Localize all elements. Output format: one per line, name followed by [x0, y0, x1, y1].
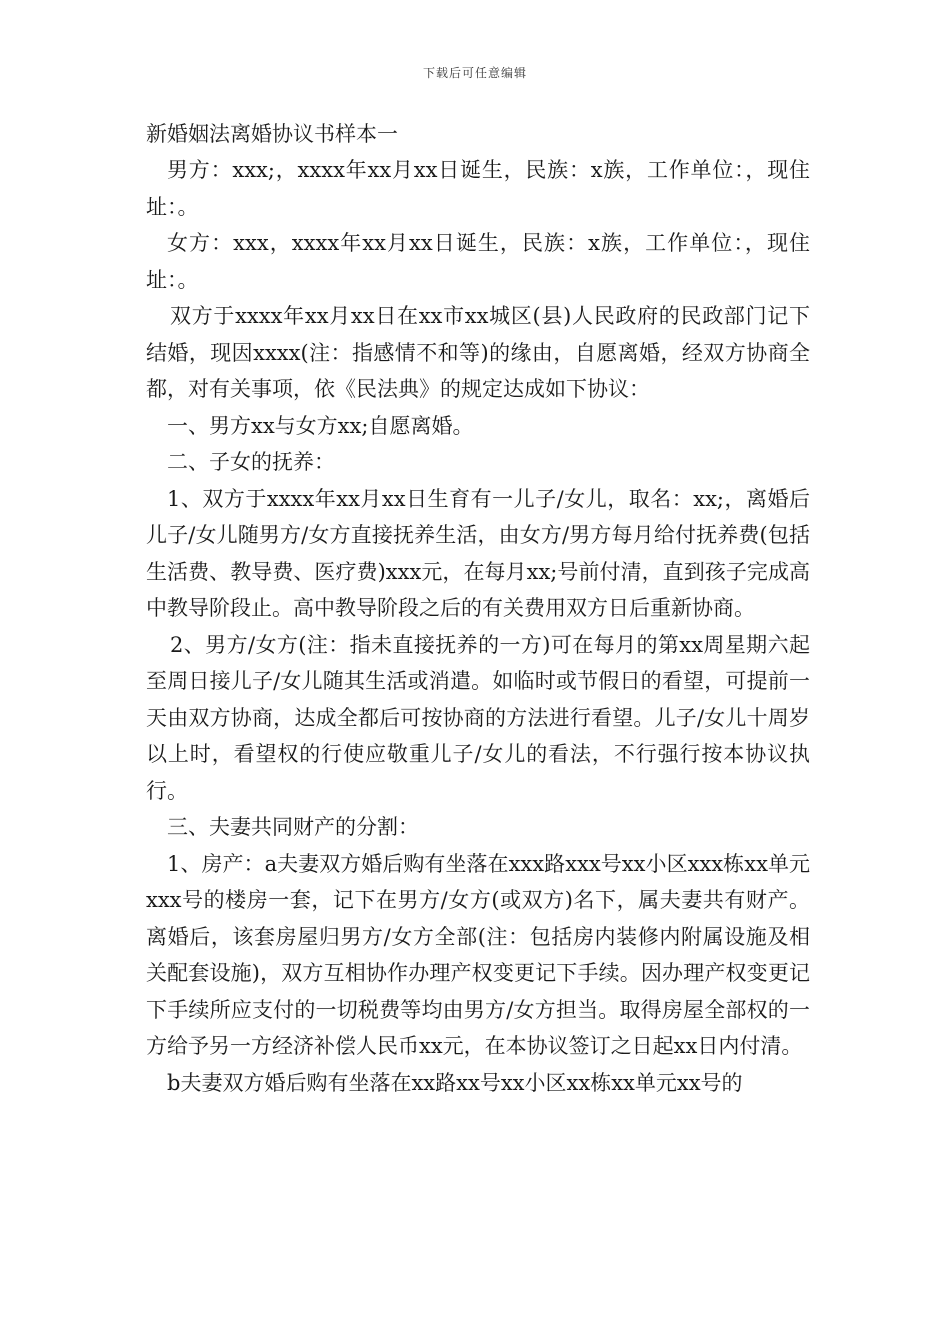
- paragraph-clause-2-heading: 二、子女的抚养：: [167, 450, 335, 474]
- paragraph-visitation: 2、男方/女方(注：指未直接抚养的一方)可在每月的第xx周星期六起至周日接儿子/女儿随其生活或消遣。如临时或节假日的看望，可提前一天由双方协商，达成全都后可按协商的方法进行看望。儿子/女儿十周岁以上时，看望权的行使应敬重儿子/女儿的看法，不行强行按本协议执行。: [146, 632, 810, 803]
- page-header: 下载后可任意编辑: [422, 66, 527, 80]
- paragraph-husband-info: 男方：xxx;，xxxx年xx月xx日诞生，民族：x族，工作单位：，现住址：。: [146, 158, 810, 219]
- paragraph-clause-1: 一、男方xx与女方xx;自愿离婚。: [167, 413, 474, 438]
- document-title: 新婚姻法离婚协议书样本一: [146, 122, 398, 146]
- paragraph-wife-info: 女方：xxx，xxxx年xx月xx日诞生，民族：x族，工作单位：，现住址：。: [146, 231, 810, 292]
- paragraph-clause-3-heading: 三、夫妻共同财产的分割：: [167, 815, 419, 839]
- paragraph-property-b: b夫妻双方婚后购有坐落在xx路xx号xx小区xx栋xx单元xx号的: [167, 1070, 743, 1095]
- paragraph-property-a: 1、房产：a夫妻双方婚后购有坐落在xxx路xxx号xx小区xxx栋xx单元xxx号的楼房一套，记下在男方/女方(或双方)名下，属夫妻共有财产。离婚后，该套房屋归男方/女方全部(注：包括房内装修内附属设施及相关配套设施)，双方互相协作办理产权变更记下手续。因办理产权变更记下手续所应支付的一切税费等均由男方/女方担当。取得房屋全部权的一方给予另一方经济补偿人民币xx元，在本协议签订之日起xx日内付清。: [146, 851, 810, 1058]
- paragraph-marriage-statement: 双方于xxxx年xx月xx日在xx市xx城区(县)人民政府的民政部门记下结婚，现因xxxx(注：指感情不和等)的缘由，自愿离婚，经双方协商全都，对有关事项，依《民法典》的规定达成如下协议：: [146, 304, 810, 401]
- document-body: [146, 116, 810, 1101]
- paragraph-child-support: 1、双方于xxxx年xx月xx日生育有一儿子/女儿，取名：xx;，离婚后儿子/女儿随男方/女方直接抚养生活，由女方/男方每月给付抚养费(包括生活费、教导费、医疗费)xxx元，在每月xx;号前付清，直到孩子完成高中教导阶段止。高中教导阶段之后的有关费用双方日后重新协商。: [146, 486, 810, 620]
